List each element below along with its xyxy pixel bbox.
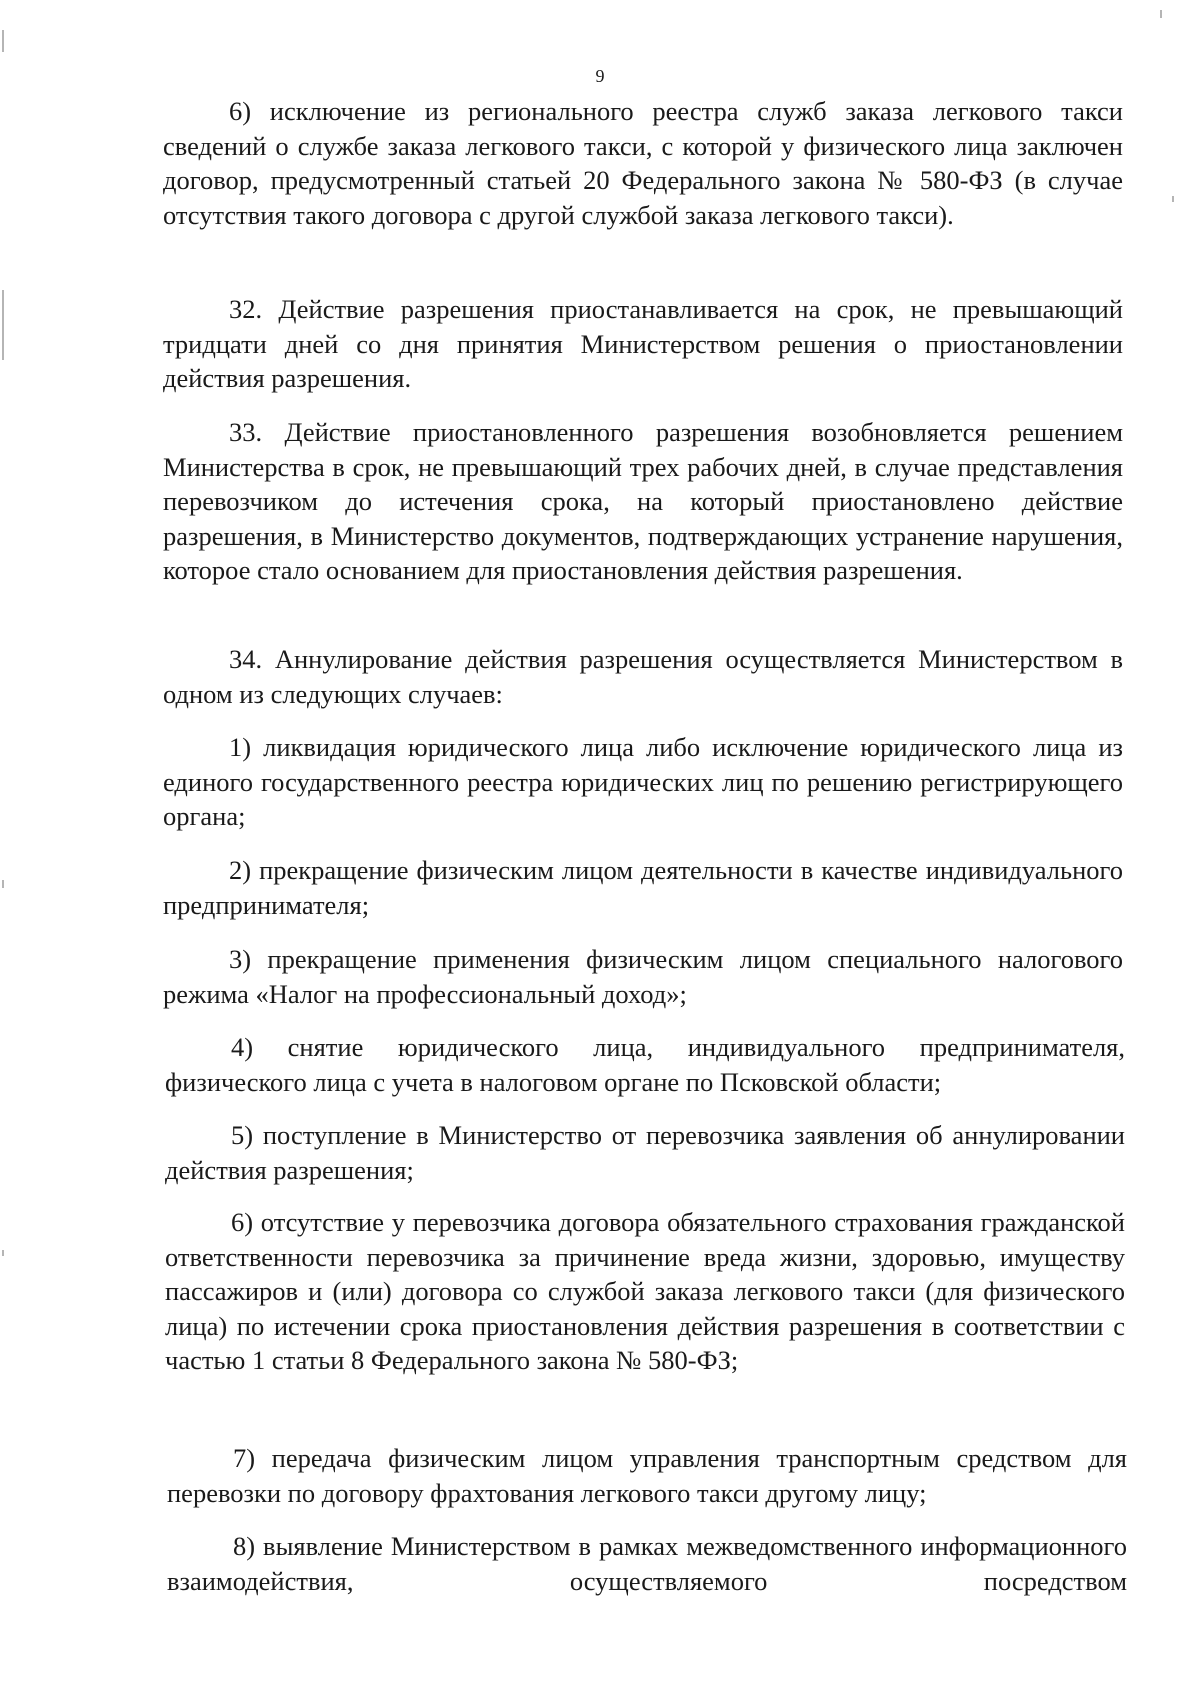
scan-edge-mark xyxy=(2,290,4,360)
scan-edge-mark xyxy=(2,880,4,888)
list-item-7-vehicle-transfer: 7) передача физическим лицом управления транспортным средством для перевозки по договору фрахтования легкового такси другому лицу; xyxy=(167,1443,1127,1508)
list-item-4-tax-registration: 4) снятие юридического лица, индивидуального предпринимателя, физического лица с учета в налоговом органе по Псковской области; xyxy=(165,1032,1125,1097)
list-item-1-liquidation: 1) ликвидация юридического лица либо исключение юридического лица из единого государственного реестра юридических лиц по решению регистрирующего органа; xyxy=(163,732,1123,831)
paragraph-34-annulment: 34. Аннулирование действия разрешения осуществляется Министерством в одном из следующих случаев: xyxy=(163,644,1123,709)
scan-edge-mark xyxy=(2,30,4,52)
list-item-8-interagency: 8) выявление Министерством в рамках межведомственного информационного взаимодействия, осуществляемого посредством xyxy=(167,1531,1127,1596)
list-item-2-entrepreneur: 2) прекращение физическим лицом деятельности в качестве индивидуального предпринимателя; xyxy=(163,855,1123,920)
list-item-6-insurance: 6) отсутствие у перевозчика договора обязательного страхования гражданской ответственности перевозчика за причинение вреда жизни, здоровью, имуществу пассажиров и (или) договора со службой заказа легкового такси (для физического лица) по истечении срока приостановления действия разрешения в соответствии с частью 1 статьи 8 Федерального закона № 580-ФЗ; xyxy=(165,1207,1125,1375)
list-item-5-application: 5) поступление в Министерство от перевозчика заявления об аннулировании действия разрешения; xyxy=(165,1120,1125,1185)
paragraph-33-resumption: 33. Действие приостановленного разрешения возобновляется решением Министерства в срок, не превышающий трех рабочих дней, в случае представления перевозчиком до истечения срока, на который приостановлено действие разрешения, в Министерство документов, подтверждающих устранение нарушения, которое стало основанием для приостановления действия разрешения. xyxy=(163,417,1123,585)
scan-edge-mark xyxy=(2,1250,4,1256)
scan-edge-mark xyxy=(1160,10,1162,18)
paragraph-32-suspension: 32. Действие разрешения приостанавливается на срок, не превышающий тридцати дней со дня принятия Министерством решения о приостановлении действия разрешения. xyxy=(163,294,1123,393)
list-item-3-tax-regime: 3) прекращение применения физическим лицом специального налогового режима «Налог на профессиональный доход»; xyxy=(163,944,1123,1009)
page-number: 9 xyxy=(595,66,605,86)
scan-edge-mark xyxy=(1172,196,1174,202)
paragraph-item-6-registry: 6) исключение из регионального реестра служб заказа легкового такси сведений о службе заказа легкового такси, с которой у физического лица заключен договор, предусмотренный статьей 20 Федерального закона № 580-ФЗ (в случае отсутствия такого договора с другой службой заказа легкового такси). xyxy=(163,96,1123,230)
